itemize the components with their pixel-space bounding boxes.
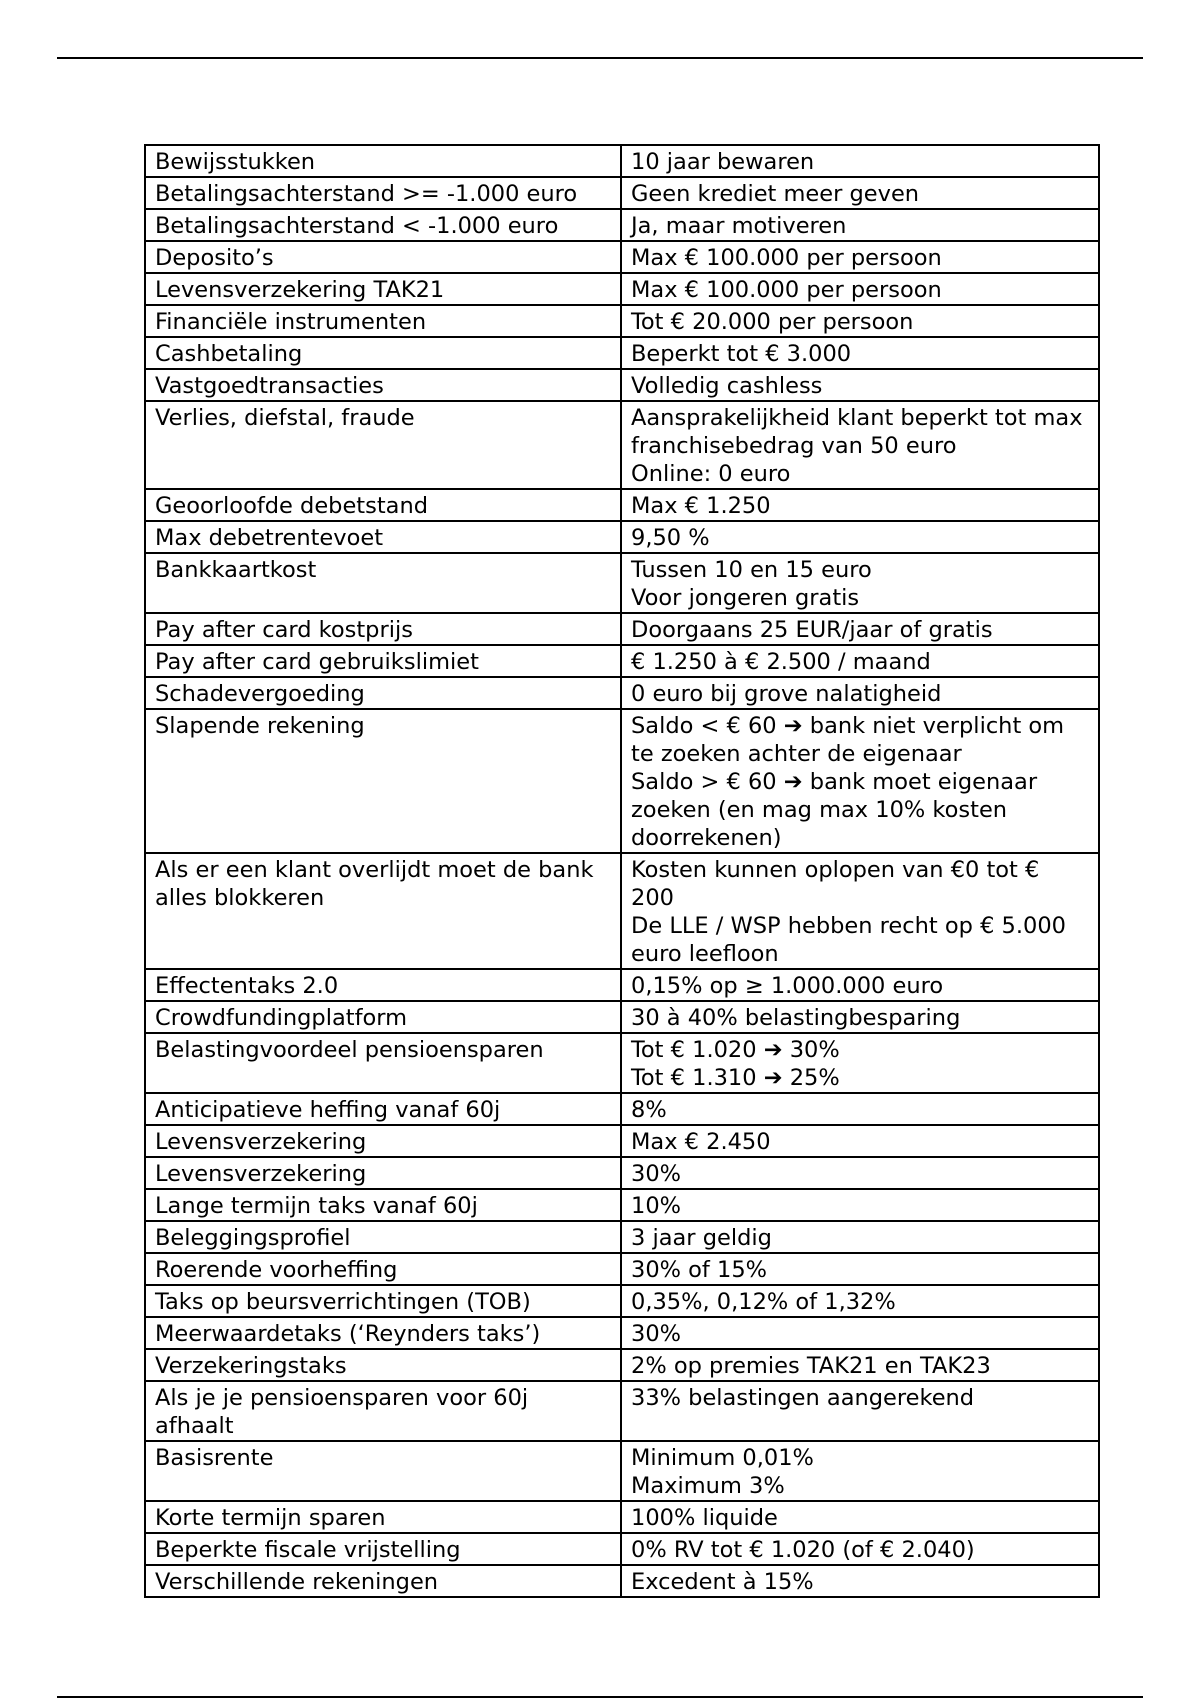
row-value: 33% belastingen aangerekend (621, 1381, 1099, 1441)
row-value: Ja, maar motiveren (621, 209, 1099, 241)
row-label: Beleggingsprofiel (145, 1221, 621, 1253)
row-label: Verzekeringstaks (145, 1349, 621, 1381)
row-label: Levensverzekering (145, 1157, 621, 1189)
table-row (145, 1033, 1099, 1093)
row-label: Verschillende rekeningen (145, 1565, 621, 1597)
row-value: Aansprakelijkheid klant beperkt tot max franchisebedrag van 50 euro Online: 0 euro (621, 401, 1099, 489)
table-row (145, 489, 1099, 521)
table-row (145, 1157, 1099, 1189)
row-label: Beperkte fiscale vrijstelling (145, 1533, 621, 1565)
row-label: Als je je pensioensparen voor 60j afhaalt (145, 1381, 621, 1441)
row-value: 100% liquide (621, 1501, 1099, 1533)
row-value: 10 jaar bewaren (621, 145, 1099, 177)
row-label: Bankkaartkost (145, 553, 621, 613)
table-row (145, 1317, 1099, 1349)
row-label: Schadevergoeding (145, 677, 621, 709)
table-row (145, 677, 1099, 709)
row-value: 30% of 15% (621, 1253, 1099, 1285)
table-row (145, 709, 1099, 853)
row-label: Roerende voorheffing (145, 1253, 621, 1285)
table-row (145, 1253, 1099, 1285)
row-label: Slapende rekening (145, 709, 621, 853)
table-row (145, 177, 1099, 209)
row-label: Effectentaks 2.0 (145, 969, 621, 1001)
table-row (145, 853, 1099, 969)
row-value: Doorgaans 25 EUR/jaar of gratis (621, 613, 1099, 645)
facts-table (144, 144, 1100, 1598)
table-row (145, 1501, 1099, 1533)
row-label: Cashbetaling (145, 337, 621, 369)
row-value: € 1.250 à € 2.500 / maand (621, 645, 1099, 677)
row-value: Beperkt tot € 3.000 (621, 337, 1099, 369)
table-row (145, 1349, 1099, 1381)
facts-table-body (145, 145, 1099, 1597)
row-label: Crowdfundingplatform (145, 1001, 621, 1033)
row-value: 3 jaar geldig (621, 1221, 1099, 1253)
row-value: Volledig cashless (621, 369, 1099, 401)
row-value: 10% (621, 1189, 1099, 1221)
row-label: Financiële instrumenten (145, 305, 621, 337)
row-value: 2% op premies TAK21 en TAK23 (621, 1349, 1099, 1381)
row-value: 30% (621, 1157, 1099, 1189)
row-value: Minimum 0,01% Maximum 3% (621, 1441, 1099, 1501)
row-value: Tot € 1.020 ➔ 30% Tot € 1.310 ➔ 25% (621, 1033, 1099, 1093)
table-row (145, 645, 1099, 677)
row-value: Excedent à 15% (621, 1565, 1099, 1597)
table-row (145, 1189, 1099, 1221)
table-row (145, 1441, 1099, 1501)
row-label: Max debetrentevoet (145, 521, 621, 553)
row-label: Bewijsstukken (145, 145, 621, 177)
row-label: Anticipatieve heffing vanaf 60j (145, 1093, 621, 1125)
row-value: 30 à 40% belastingbesparing (621, 1001, 1099, 1033)
table-row (145, 145, 1099, 177)
row-label: Betalingsachterstand >= -1.000 euro (145, 177, 621, 209)
table-row (145, 305, 1099, 337)
table-row (145, 401, 1099, 489)
row-label: Pay after card gebruikslimiet (145, 645, 621, 677)
row-label: Taks op beursverrichtingen (TOB) (145, 1285, 621, 1317)
table-row (145, 241, 1099, 273)
table-row (145, 369, 1099, 401)
footer-rule (57, 1696, 1143, 1698)
table-row (145, 1565, 1099, 1597)
row-value: Saldo < € 60 ➔ bank niet verplicht om te zoeken achter de eigenaar Saldo > € 60 ➔ bank moet eigenaar zoeken (en mag max 10% kosten doorrekenen) (621, 709, 1099, 853)
row-value: Max € 1.250 (621, 489, 1099, 521)
table-row (145, 1533, 1099, 1565)
row-value: Geen krediet meer geven (621, 177, 1099, 209)
row-label: Vastgoedtransacties (145, 369, 621, 401)
table-row (145, 969, 1099, 1001)
row-value: 0% RV tot € 1.020 (of € 2.040) (621, 1533, 1099, 1565)
table-row (145, 613, 1099, 645)
row-label: Deposito’s (145, 241, 621, 273)
row-value: Max € 100.000 per persoon (621, 241, 1099, 273)
row-label: Pay after card kostprijs (145, 613, 621, 645)
row-value: 0,15% op ≥ 1.000.000 euro (621, 969, 1099, 1001)
row-value: Kosten kunnen oplopen van €0 tot € 200 De LLE / WSP hebben recht op € 5.000 euro leefloon (621, 853, 1099, 969)
row-value: 8% (621, 1093, 1099, 1125)
table-row (145, 1221, 1099, 1253)
row-label: Verlies, diefstal, fraude (145, 401, 621, 489)
row-value: Max € 2.450 (621, 1125, 1099, 1157)
row-label: Belastingvoordeel pensioensparen (145, 1033, 621, 1093)
table-row (145, 273, 1099, 305)
row-value: 0,35%, 0,12% of 1,32% (621, 1285, 1099, 1317)
row-label: Lange termijn taks vanaf 60j (145, 1189, 621, 1221)
row-value: Tot € 20.000 per persoon (621, 305, 1099, 337)
row-label: Levensverzekering (145, 1125, 621, 1157)
table-row (145, 1001, 1099, 1033)
row-label: Levensverzekering TAK21 (145, 273, 621, 305)
table-row (145, 1125, 1099, 1157)
row-label: Geoorloofde debetstand (145, 489, 621, 521)
table-row (145, 1285, 1099, 1317)
header-rule (57, 57, 1143, 59)
table-row (145, 337, 1099, 369)
table-row (145, 521, 1099, 553)
row-label: Als er een klant overlijdt moet de bank alles blokkeren (145, 853, 621, 969)
row-value: Tussen 10 en 15 euro Voor jongeren gratis (621, 553, 1099, 613)
table-row (145, 1093, 1099, 1125)
table-row (145, 1381, 1099, 1441)
row-value: 0 euro bij grove nalatigheid (621, 677, 1099, 709)
row-value: Max € 100.000 per persoon (621, 273, 1099, 305)
row-value: 30% (621, 1317, 1099, 1349)
table-row (145, 553, 1099, 613)
row-label: Basisrente (145, 1441, 621, 1501)
row-label: Betalingsachterstand < -1.000 euro (145, 209, 621, 241)
row-value: 9,50 % (621, 521, 1099, 553)
row-label: Meerwaardetaks (‘Reynders taks’) (145, 1317, 621, 1349)
row-label: Korte termijn sparen (145, 1501, 621, 1533)
table-row (145, 209, 1099, 241)
